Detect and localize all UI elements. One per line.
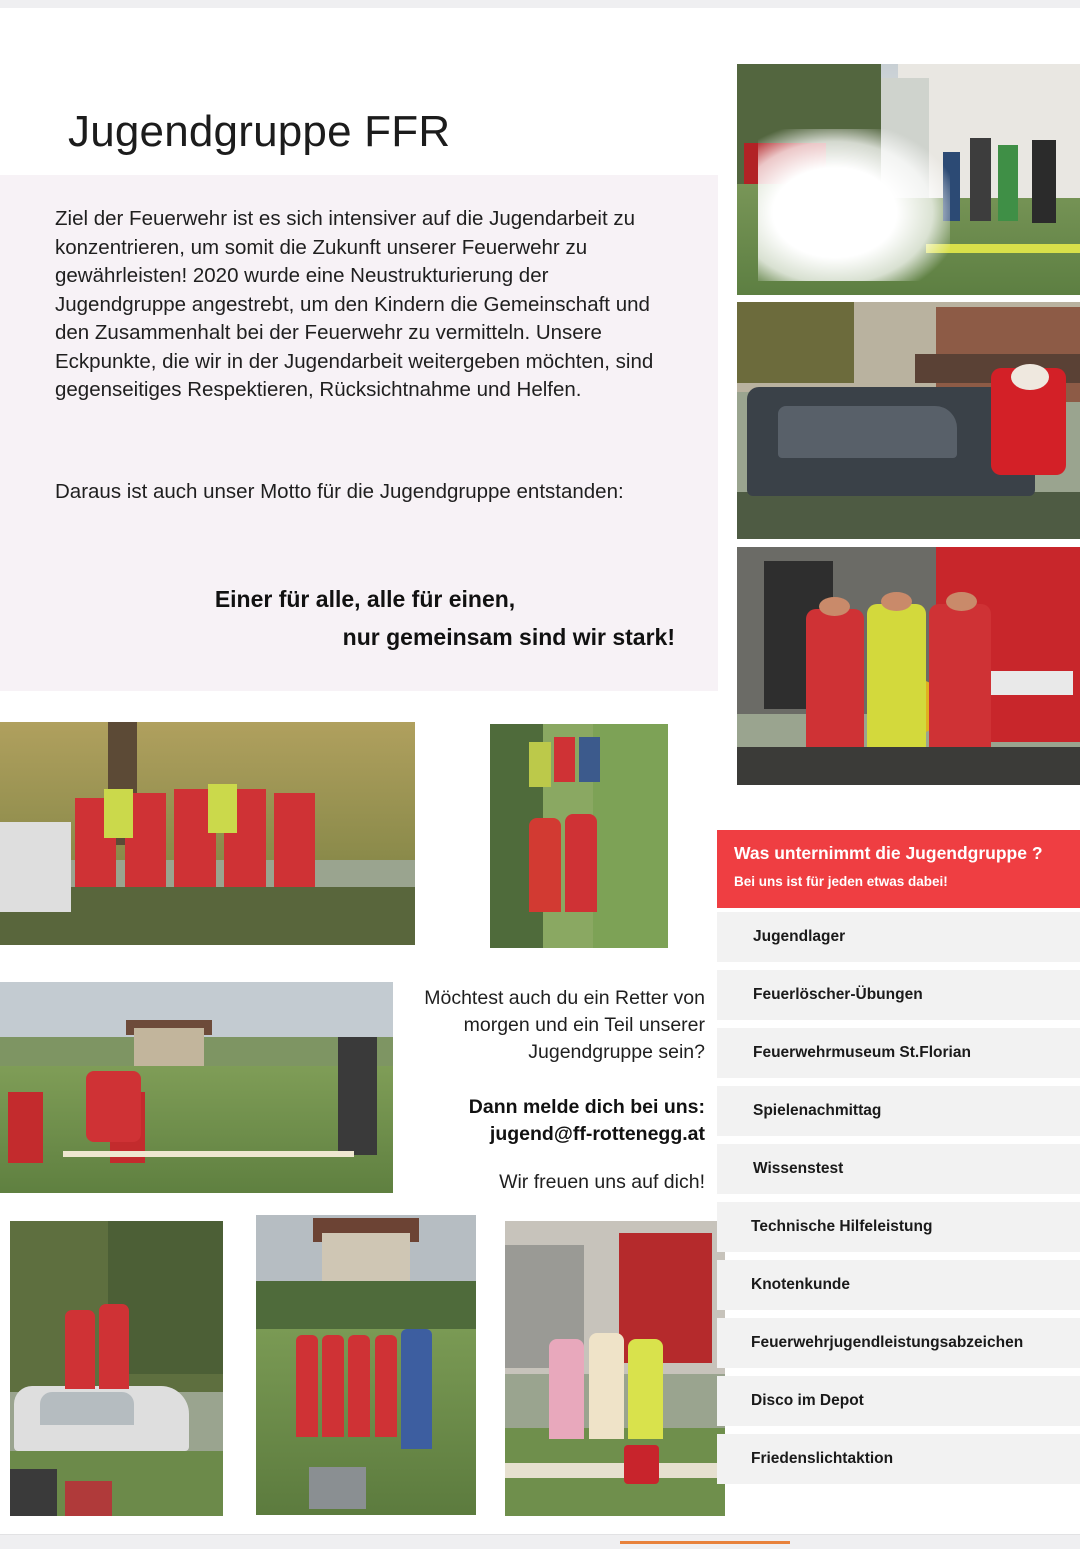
photo-youths-lineup <box>256 1215 476 1515</box>
intro-paragraph-2: Daraus ist auch unser Motto für die Jugendgruppe entstanden: <box>55 480 624 503</box>
intro-paragraph-1: Ziel der Feuerwehr ist es sich intensiver auf die Jugendarbeit zu konzentrieren, um somit die Zukunft unserer Feuerwehr zu gewährleisten! 2020 wurde eine Neustrukturierung der Jugendgruppe angestrebt, um den Kindern die Gemeinschaft und den Zusammenhalt bei der Feuerwehr zu vermitteln. Unsere Eckpunkte, die wir in der Jugendarbeit weitergeben möchten, sind gegenseitiges Respektieren, Rücksichtnahme und Helfen. <box>55 207 654 401</box>
activities-header <box>717 830 1080 908</box>
motto <box>55 580 675 656</box>
activity-label: Feuerlöscher-Übungen <box>753 986 923 1003</box>
invitation-cta-line: Dann melde dich bei uns: <box>468 1096 705 1118</box>
activities-subheading: Bei uns ist für jeden etwas dabei! <box>734 874 948 889</box>
photo-firefighter-crew <box>737 547 1080 785</box>
activity-label: Knotenkunde <box>751 1276 851 1293</box>
bottom-accent-line <box>620 1541 790 1544</box>
motto-line-1: Einer für alle, alle für einen, <box>214 586 516 612</box>
activities-list <box>717 912 1080 1492</box>
activity-item[interactable] <box>717 1318 1080 1368</box>
photo-pump-training <box>0 982 393 1193</box>
page-top-border <box>0 0 1080 8</box>
activity-item[interactable] <box>717 1260 1080 1310</box>
motto-line-2: nur gemeinsam sind wir stark! <box>342 624 675 650</box>
activity-label: Jugendlager <box>753 928 846 945</box>
invitation-closing: Wir freuen uns auf dich! <box>499 1171 705 1193</box>
activity-item[interactable] <box>717 970 1080 1020</box>
activity-item[interactable] <box>717 1086 1080 1136</box>
photo-group-autumn <box>0 722 415 945</box>
activity-label: Feuerwehrmuseum St.Florian <box>753 1044 971 1061</box>
activity-item[interactable] <box>717 1434 1080 1484</box>
photo-girls-at-depot <box>505 1221 725 1516</box>
activity-item[interactable] <box>717 1376 1080 1426</box>
activity-label: Friedenslichtaktion <box>751 1450 894 1467</box>
activity-label: Disco im Depot <box>751 1392 864 1409</box>
activity-label: Technische Hilfeleistung <box>751 1218 933 1235</box>
invitation-cta <box>410 1094 705 1148</box>
page-bottom-bar <box>0 1534 1080 1549</box>
photo-extinguisher-training <box>737 64 1080 295</box>
photo-kids-on-car <box>10 1221 223 1516</box>
activity-label: Spielenachmittag <box>753 1102 882 1119</box>
page-title: Jugendgruppe FFR <box>68 107 451 157</box>
photo-two-youths-path <box>490 724 668 948</box>
activity-item[interactable] <box>717 1144 1080 1194</box>
activity-item[interactable] <box>717 912 1080 962</box>
photo-technical-rescue <box>737 302 1080 539</box>
activity-label: Wissenstest <box>753 1160 844 1177</box>
invitation-email[interactable]: jugend@ff-rottenegg.at <box>489 1123 705 1145</box>
activity-item[interactable] <box>717 1028 1080 1078</box>
activity-label: Feuerwehrjugendleistungsabzeichen <box>751 1334 1024 1351</box>
invitation-question: Möchtest auch du ein Retter von morgen und ein Teil unserer Jugendgruppe sein? <box>424 987 705 1063</box>
activity-item[interactable] <box>717 1202 1080 1252</box>
activities-heading: Was unternimmt die Jugendgruppe ? <box>734 843 1043 863</box>
